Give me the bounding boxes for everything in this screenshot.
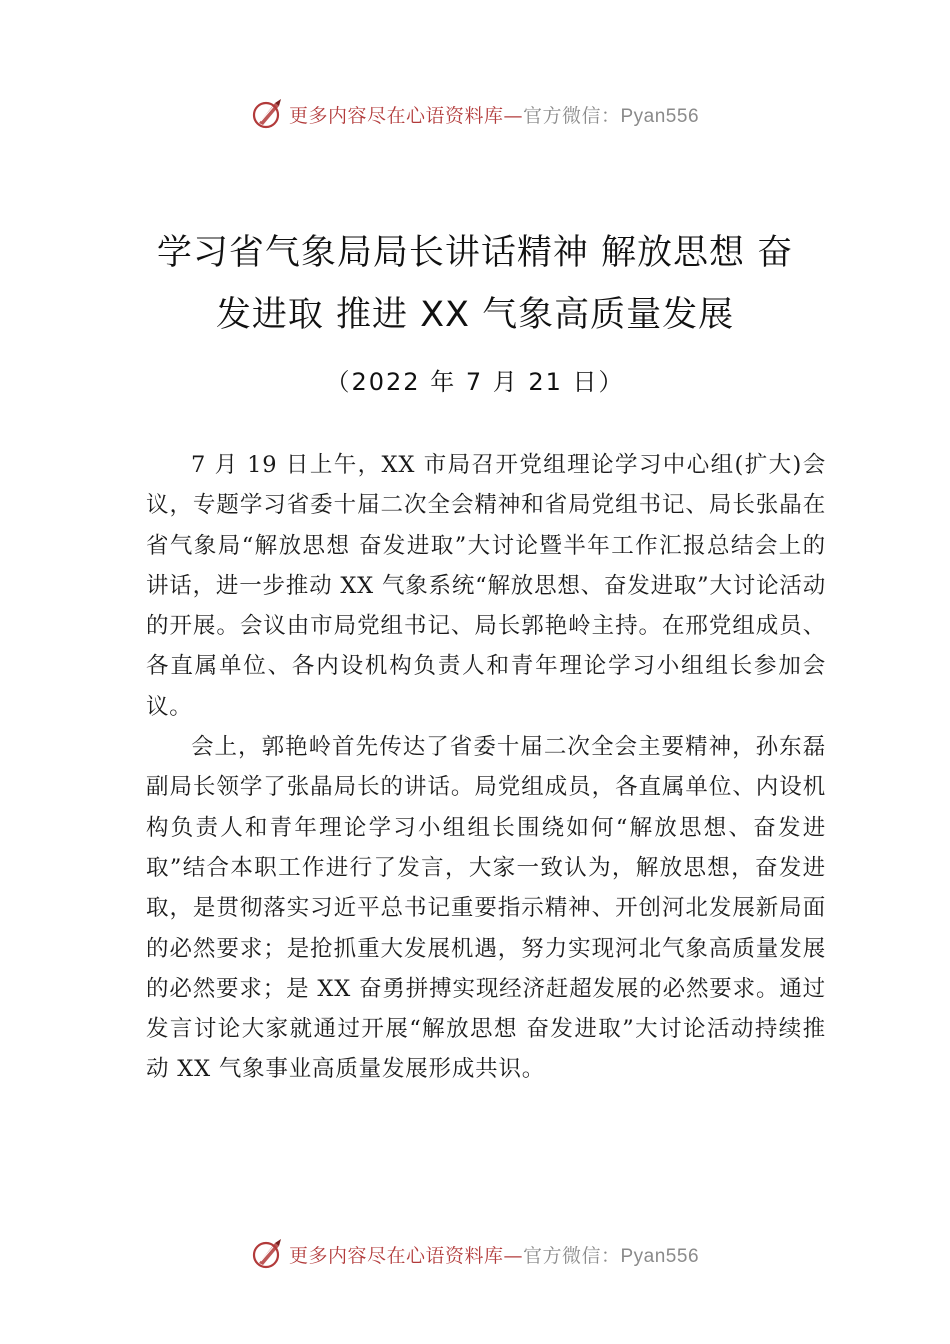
watermark-text: 更多内容尽在心语资料库—官方微信：Pyan556 [288, 104, 700, 127]
watermark-banner-top [0, 94, 950, 134]
paragraph-2: 会上，郭艳岭首先传达了省委十届二次全会主要精神，孙东磊副局长领学了张晶局长的讲话。局党组成员，各直属单位、内设机构负责人和青年理论学习小组组长围绕如何“解放思想、奋发进取”结合本职工作进行了发言，大家一致认为，解放思想，奋发进取，是贯彻落实习近平总书记重要指示精神、开创河北发展新局面的必然要求；是抢抓重大发展机遇，努力实现河北气象高质量发展的必然要求；是 XX 奋勇拼搏实现经济赶超发展的必然要求。通过发言讨论大家就通过开展“解放思想 奋发进取”大讨论活动持续推动 XX 气象事业高质量发展形成共识。 [146, 734, 826, 1083]
document-body [146, 445, 826, 1090]
quill-pen-logo-icon [251, 1237, 285, 1271]
watermark-text: 更多内容尽在心语资料库—官方微信：Pyan556 [288, 1244, 700, 1267]
title-line-2: 发进取 推进 XX 气象高质量发展 [215, 295, 735, 335]
document-date: （2022 年 7 月 21 日） [325, 368, 625, 396]
paragraph-1: 7 月 19 日上午，XX 市局召开党组理论学习中心组(扩大)会议，专题学习省委十届二次全会精神和省局党组书记、局长张晶在省气象局“解放思想 奋发进取”大讨论暨半年工作汇报总结会上的讲话，进一步推动 XX 气象系统“解放思想、奋发进取”大讨论活动的开展。会议由市局党组书记、局长郭艳岭主持。在邢党组成员、各直属单位、各内设机构负责人和青年理论学习小组组长参加会议。 [146, 452, 826, 720]
document-title [100, 222, 850, 346]
watermark-banner-bottom [0, 1234, 950, 1274]
quill-pen-logo-icon [251, 97, 285, 131]
title-line-1: 学习省气象局局长讲话精神 解放思想 奋 [156, 233, 794, 273]
